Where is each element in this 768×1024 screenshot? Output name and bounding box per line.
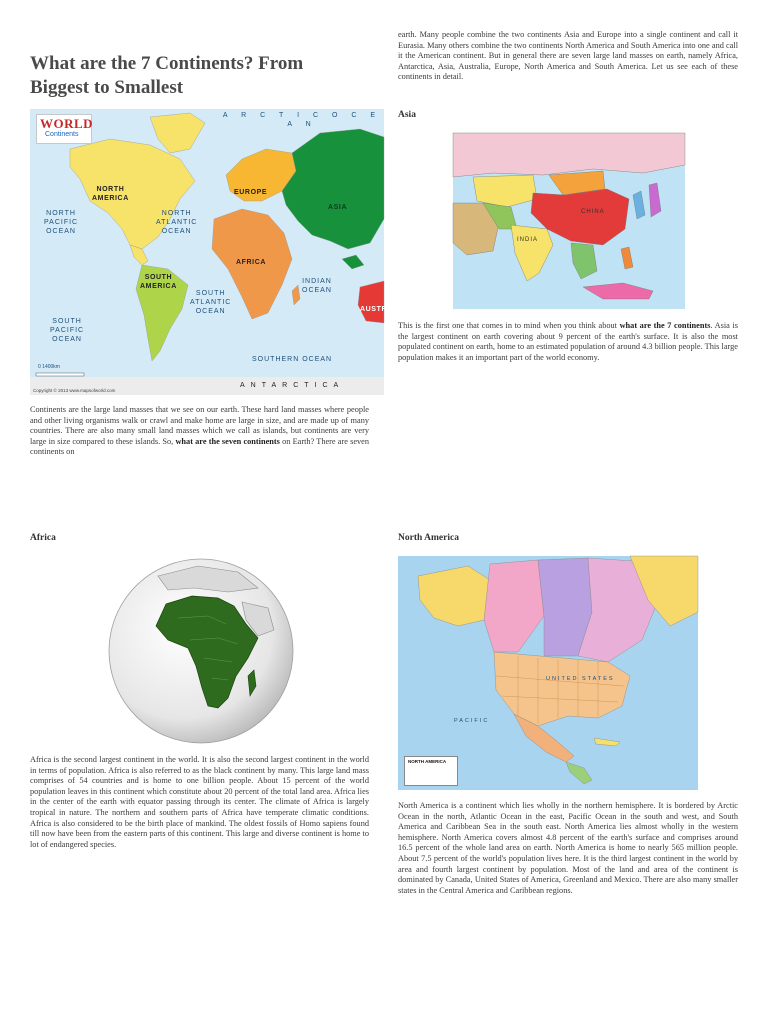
north-america-paragraph: North America is a continent which lies wholly in the northern hemisphere. It is bordered by Arctic Ocean in the north, Atlantic Ocean in the east, Pacific Ocean in the south and west, and South America and Caribbean Sea in the south east. North America lies almost wholly in the western hemisphere. North America covers almost 4.8 percent of the earth's surface and comprises around 16.5 percent of the whole land area on earth. North America is home to nearly 565 million people. About 7.5 percent of the world's population lives here. It is the third largest continent in the world by area and fourth largest continent by population. Most of the land and area of the continent is dominated by Canada, United States of America, Greenland and Mexico. There are also many smaller states in the Central America and Caribbean regions. bbox=[398, 801, 738, 895]
asia-paragraph bbox=[398, 321, 738, 363]
world-logo-word: WORLD bbox=[40, 116, 94, 131]
africa-globe-graphic bbox=[108, 558, 294, 744]
north-america-map bbox=[398, 556, 698, 790]
asia-text-part1: This is the first one that comes in to mind when you think about bbox=[398, 321, 620, 330]
label-asia: ASIA bbox=[328, 204, 348, 211]
label-antarctica: ANTARCTICA bbox=[240, 382, 345, 389]
page-title: What are the 7 Continents? From Biggest to Smallest bbox=[30, 53, 304, 98]
na-legend-title: NORTH AMERICA bbox=[408, 759, 447, 764]
north-america-map-graphic bbox=[398, 556, 698, 790]
label-south-pacific-ocean: SOUTH PACIFIC OCEAN bbox=[50, 318, 85, 343]
label-australia: AUSTR bbox=[360, 306, 388, 313]
label-north-atlantic-ocean: NORTH ATLANTIC OCEAN bbox=[156, 210, 198, 235]
label-south-atlantic-ocean: SOUTH ATLANTIC OCEAN bbox=[190, 290, 232, 315]
map-scale-label: 0 1400km bbox=[38, 364, 60, 370]
asia-label-india: INDIA bbox=[517, 237, 539, 243]
label-southern-ocean: SOUTHERN OCEAN bbox=[252, 356, 333, 363]
north-america-heading: North America bbox=[398, 533, 459, 543]
asia-map-graphic bbox=[453, 133, 685, 309]
label-indian-ocean: INDIAN OCEAN bbox=[302, 278, 332, 294]
africa-heading: Africa bbox=[30, 533, 56, 543]
na-label-pacific: PACIFIC bbox=[454, 718, 490, 724]
asia-label-china: CHINA bbox=[581, 209, 605, 215]
na-map-legend bbox=[404, 756, 458, 786]
asia-text-bold: what are the 7 continents bbox=[619, 321, 711, 330]
intro-text-part1: Continents are the large land masses that we see on our earth. These hard land masses where people and other living organisms walk or crawl and make home are large in size, and are made up of many countries. There are also many small land masses which we call as islands, but continents are very large in size compared to these islands. So, bbox=[30, 405, 369, 446]
world-map-graphic bbox=[30, 109, 384, 395]
map-copyright: Copyright © 2013 www.mapsofworld.com bbox=[33, 388, 116, 393]
asia-text-part2: . Asia is the largest continent on earth covering about 9 percent of the earth's surface. It is also the most populated continent on earth, home to an estimated population of around 4.3 billion people. This large population makes it an important part of the world economy. bbox=[398, 321, 738, 362]
intro-text-bold: what are the seven continents bbox=[175, 436, 280, 446]
label-arctic-ocean: A R C T I C O C E A N bbox=[222, 112, 382, 128]
label-africa: AFRICA bbox=[236, 259, 267, 266]
world-continents-map bbox=[30, 109, 388, 395]
intro-text-part2: on Earth? There are seven continents on bbox=[30, 436, 369, 457]
label-south-america: SOUTH AMERICA bbox=[140, 274, 177, 290]
label-europe: EUROPE bbox=[234, 189, 268, 196]
label-north-pacific-ocean: NORTH PACIFIC OCEAN bbox=[44, 210, 79, 235]
intro-paragraph bbox=[30, 405, 369, 458]
world-logo-subtitle: Continents bbox=[45, 131, 79, 138]
na-label-united-states: UNITED STATES bbox=[546, 676, 615, 682]
intro-continued-paragraph: earth. Many people combine the two continents Asia and Europe into a single continent and call it Eurasia. Many others combine the two continents North America and South America into one and call it the American continent. But in general there are seven large land masses on earth, namely Africa, Antarctica, Asia, Australia, Europe, North America and South America. Let us see each of these continents in detail. bbox=[398, 30, 738, 82]
asia-heading: Asia bbox=[398, 110, 416, 120]
world-map-logo bbox=[36, 114, 92, 144]
africa-paragraph: Africa is the second largest continent in the world. It is also the second largest continent in the world in terms of population. Africa is also referred to as the black continent by many. This large land mass comprises of 54 countries and is home to one billion people. About 15 percent of the world population leaves in this continent which constitute about 20 percent of the total land area. Africa lies in the center of the earth with equator passing through its center. The climate of Africa is largely tropical in nature. The northern and southern parts of Africa have temperate climatic conditions. Africa is also considered to be the birth place of mankind. The oldest fossils of Homo sapiens found till now have been from the eastern parts of this continent. This large and diverse continent is home to lot of endangered species. bbox=[30, 755, 369, 849]
africa-globe-image bbox=[108, 558, 294, 744]
asia-map bbox=[453, 133, 685, 309]
label-north-america: NORTH AMERICA bbox=[92, 186, 129, 202]
